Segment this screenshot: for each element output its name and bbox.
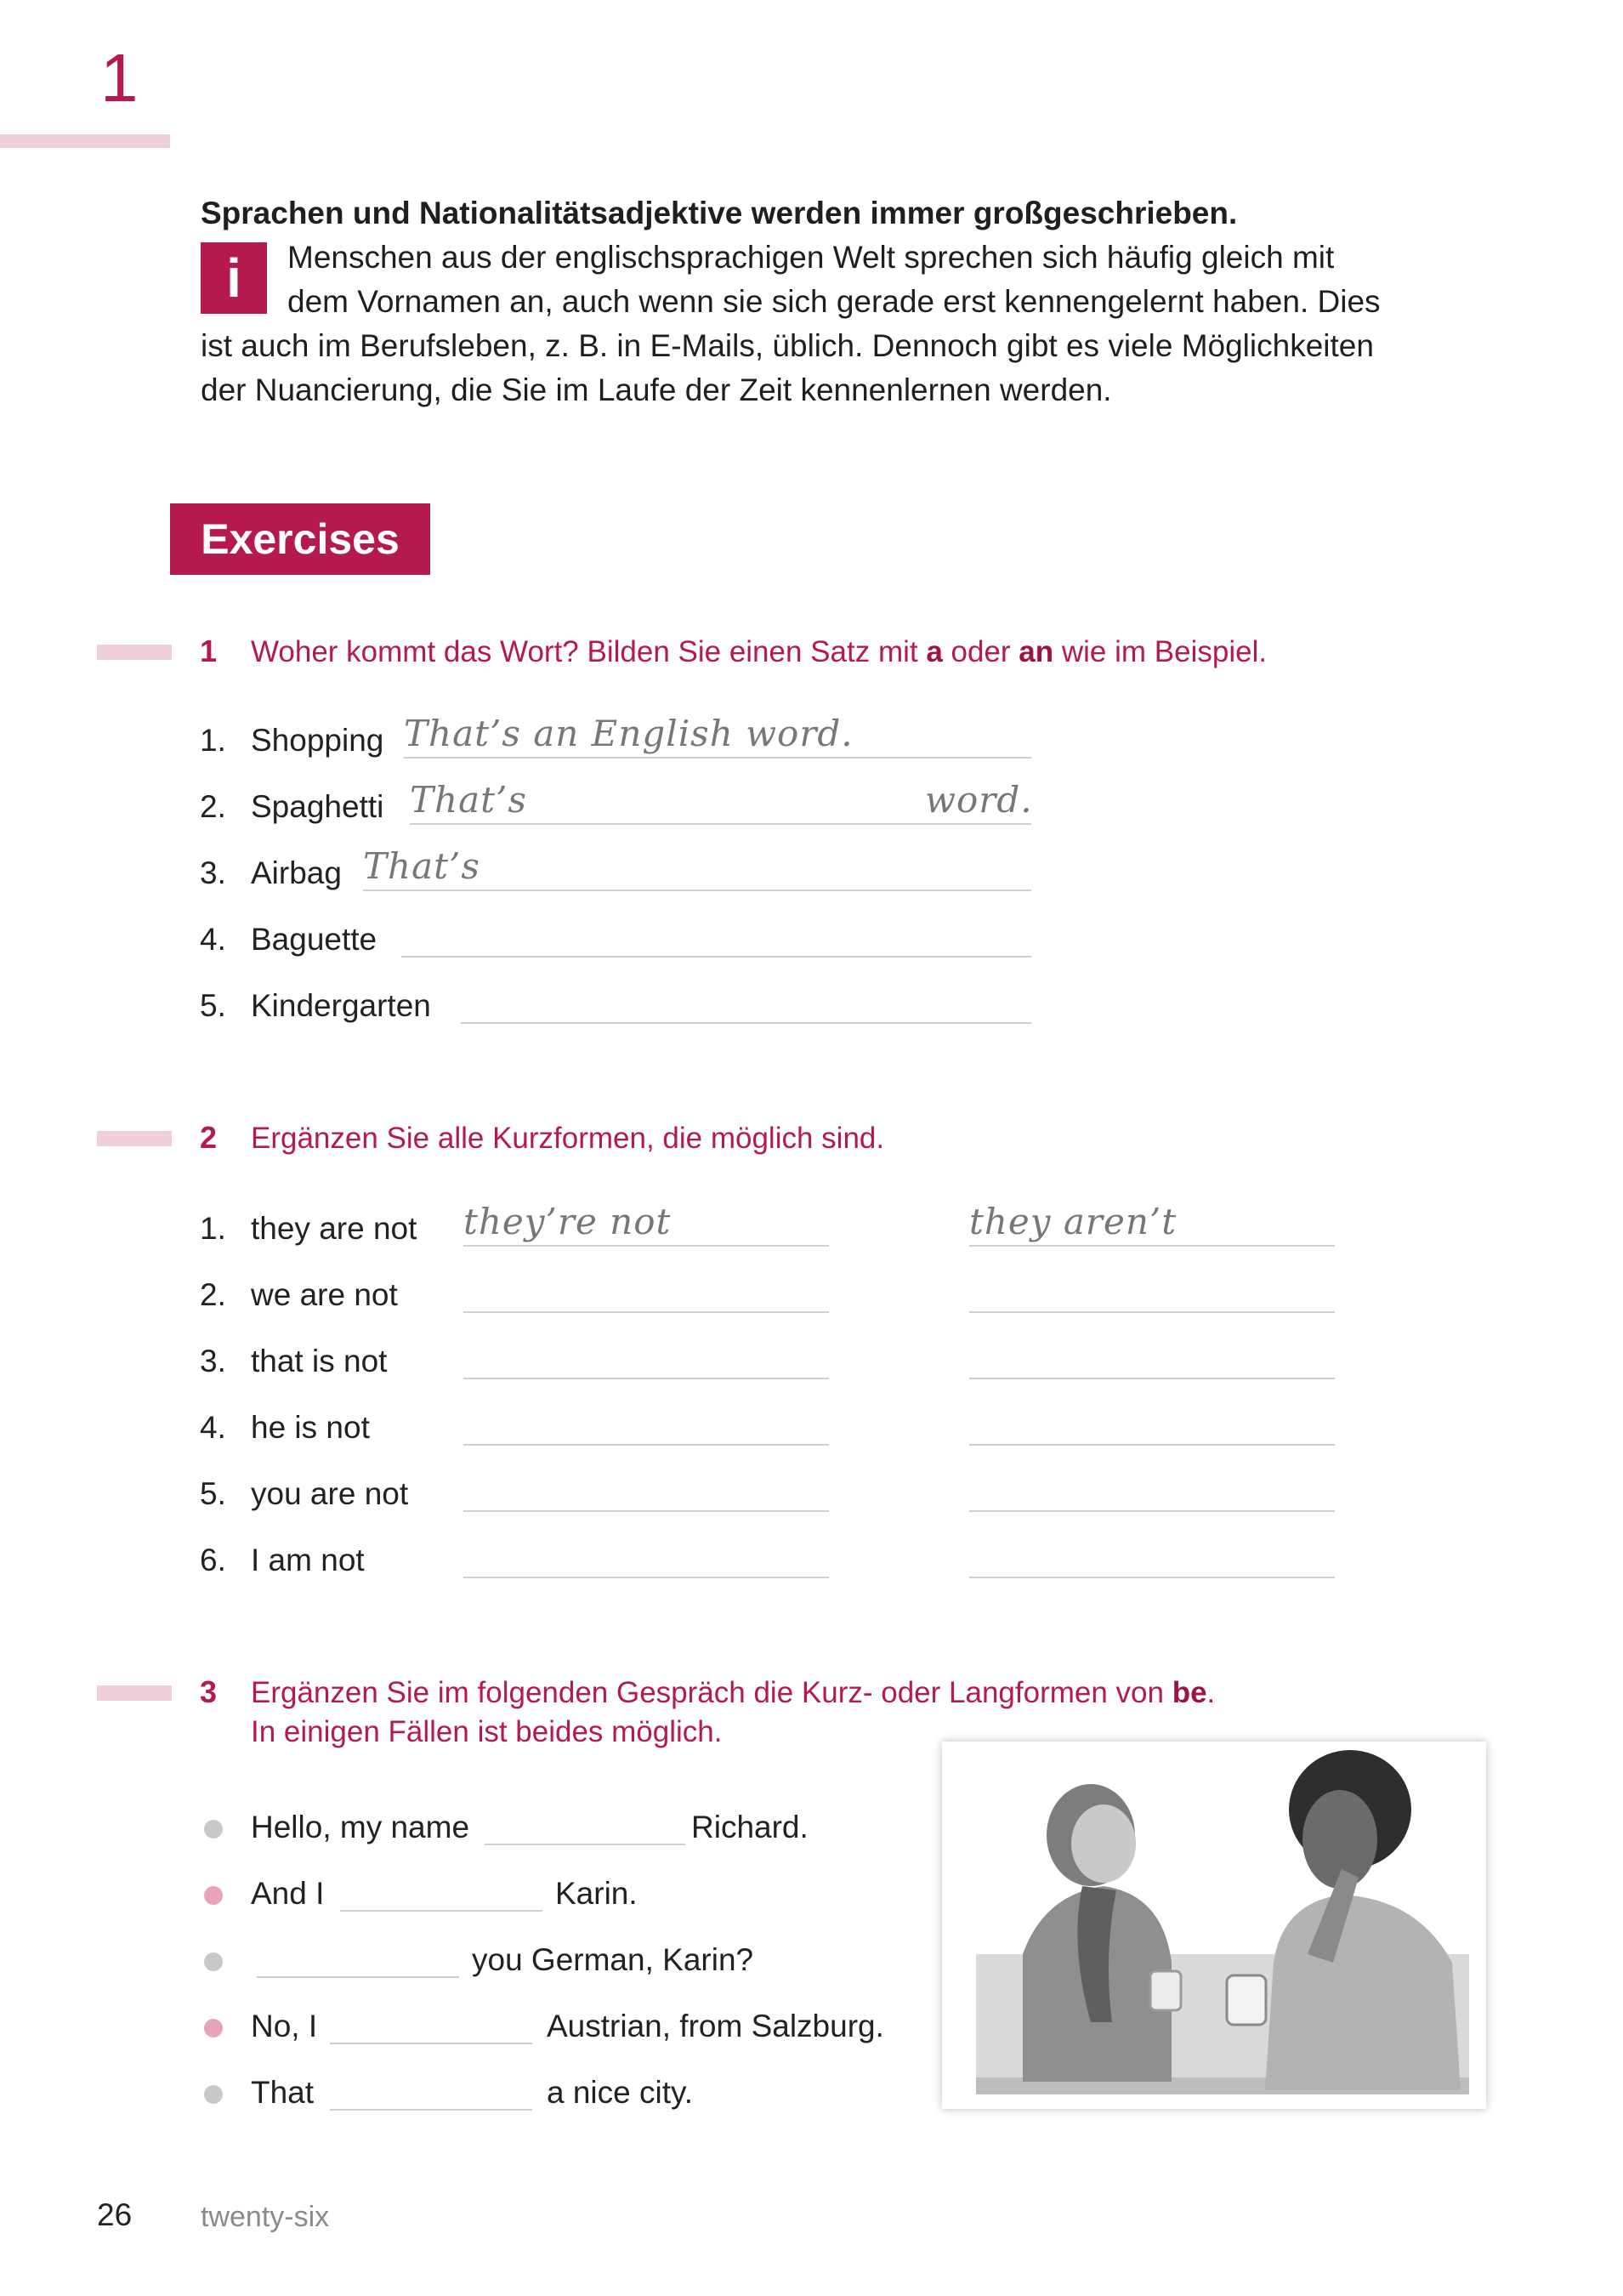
dialogue-before: And I <box>251 1876 325 1911</box>
task-2-answer-line-2[interactable] <box>969 1510 1335 1512</box>
task-3-text-a: Ergänzen Sie im folgenden Gespräch die Kurz- oder Langformen von <box>251 1676 1172 1709</box>
task-1-answer-line[interactable] <box>410 823 1031 825</box>
task-3-bar <box>97 1685 172 1701</box>
task-3-instruction <box>251 1674 1215 1752</box>
task-2-item-num: 1. <box>200 1211 226 1246</box>
dialogue-after: Richard. <box>691 1810 809 1844</box>
dialogue-gap-line[interactable] <box>340 1910 542 1912</box>
task-1-answer-line[interactable] <box>461 1022 1031 1024</box>
dialogue-gap-line[interactable] <box>257 1976 459 1978</box>
task-1-item-word: Baguette <box>251 922 377 957</box>
dialogue-gap-line[interactable] <box>330 2109 532 2111</box>
task-1-item-num: 5. <box>200 988 226 1023</box>
page-number: 26 <box>97 2197 133 2232</box>
info-line-1: Sprachen und Nationalitätsadjektive werden immer großgeschrieben. <box>201 196 1238 230</box>
task-1-answer-line[interactable] <box>401 956 1031 958</box>
task-3-bold-be: be <box>1172 1676 1207 1709</box>
task-1-answer: That’s an English word. <box>404 713 854 754</box>
task-1-answer-end: word. <box>925 779 1033 821</box>
task-2-answer-line-1[interactable] <box>463 1245 829 1247</box>
task-2-answer-line-1[interactable] <box>463 1311 829 1313</box>
task-2-bar <box>97 1131 172 1146</box>
speaker-bullet-grey <box>204 2085 223 2104</box>
task-2-item-num: 2. <box>200 1277 226 1312</box>
task-2-item-phrase: we are not <box>251 1277 398 1312</box>
task-1-item-word: Kindergarten <box>251 988 431 1023</box>
dialogue-after: you German, Karin? <box>472 1942 754 1977</box>
speaker-bullet-pink <box>204 2019 223 2037</box>
conversation-photo <box>942 1742 1486 2109</box>
task-2-answer-line-1[interactable] <box>463 1577 829 1578</box>
task-1-item-num: 2. <box>200 789 226 824</box>
task-1-bar <box>97 645 172 660</box>
task-2-item-num: 5. <box>200 1476 226 1511</box>
info-icon: i <box>201 242 267 314</box>
dialogue-after: Austrian, from Salzburg. <box>547 2009 884 2043</box>
task-2-item-num: 4. <box>200 1410 226 1445</box>
task-2-answer-line-2[interactable] <box>969 1245 1335 1247</box>
exercises-heading: Exercises <box>170 503 430 575</box>
task-2-answer-line-2[interactable] <box>969 1444 1335 1446</box>
dialogue-gap-line[interactable] <box>485 1844 685 1845</box>
task-2-item-phrase: he is not <box>251 1410 370 1445</box>
dialogue-after: a nice city. <box>547 2075 694 2110</box>
conversation-illustration <box>942 1742 1486 2109</box>
speaker-bullet-pink <box>204 1886 223 1905</box>
info-line-2: Menschen aus der englischsprachigen Welt sprechen sich häufig gleich mit <box>287 240 1335 275</box>
task-1-instruction <box>251 633 1267 672</box>
task-1-item-num: 1. <box>200 723 226 758</box>
task-2-answer-line-1[interactable] <box>463 1510 829 1512</box>
info-line-3: dem Vornamen an, auch wenn sie sich gerade erst kennengelernt haben. Dies <box>287 284 1381 319</box>
task-2-answer-2: they aren’t <box>969 1201 1178 1242</box>
task-1-item-num: 3. <box>200 855 226 890</box>
task-1-number: 1 <box>200 634 218 668</box>
task-2-answer-line-2[interactable] <box>969 1311 1335 1313</box>
task-3-number: 3 <box>200 1674 218 1709</box>
task-1-answer-line[interactable] <box>404 757 1031 759</box>
task-2-item-num: 6. <box>200 1543 226 1577</box>
task-1-answer-line[interactable] <box>363 889 1031 891</box>
task-1-text-c: wie im Beispiel. <box>1053 635 1268 668</box>
info-line-5: der Nuancierung, die Sie im Laufe der Zeit kennenlernen werden. <box>201 372 1112 407</box>
task-1-item-word: Airbag <box>251 855 342 890</box>
info-line-4: ist auch im Berufsleben, z. B. in E-Mails, üblich. Dennoch gibt es viele Möglichkeiten <box>201 328 1374 363</box>
task-2-answer-line-2[interactable] <box>969 1378 1335 1379</box>
dialogue-before: That <box>251 2075 315 2110</box>
task-1-answer: That’s <box>410 779 527 821</box>
task-2-item-phrase: I am not <box>251 1543 365 1577</box>
page-number-word: twenty-six <box>201 2201 330 2233</box>
task-2-answer-1: they’re not <box>463 1201 672 1242</box>
task-3-text-b: . <box>1206 1676 1216 1709</box>
task-2-answer-line-1[interactable] <box>463 1378 829 1379</box>
chapter-bar <box>0 134 170 148</box>
task-2-item-phrase: they are not <box>251 1211 417 1246</box>
task-2-item-phrase: you are not <box>251 1476 409 1511</box>
dialogue-gap-line[interactable] <box>330 2043 532 2044</box>
task-2-answer-line-2[interactable] <box>969 1577 1335 1578</box>
speaker-bullet-grey <box>204 1952 223 1971</box>
task-1-text-a: Woher kommt das Wort? Bilden Sie einen Satz mit <box>251 635 927 668</box>
info-box <box>201 191 1425 412</box>
task-1-item-word: Shopping <box>251 723 384 758</box>
task-1-bold-a: a <box>926 635 943 668</box>
speaker-bullet-grey <box>204 1820 223 1839</box>
task-1-item-num: 4. <box>200 922 226 957</box>
task-3-text-line-2: In einigen Fällen ist beides möglich. <box>251 1715 723 1748</box>
task-2-item-phrase: that is not <box>251 1344 388 1378</box>
task-1-bold-an: an <box>1019 635 1054 668</box>
task-2-number: 2 <box>200 1120 218 1155</box>
chapter-number: 1 <box>100 40 139 116</box>
task-2-item-num: 3. <box>200 1344 226 1378</box>
task-1-answer: That’s <box>363 845 480 887</box>
dialogue-before: No, I <box>251 2009 318 2043</box>
task-1-item-word: Spaghetti <box>251 789 384 824</box>
dialogue-before: Hello, my name <box>251 1810 470 1844</box>
dialogue-after: Karin. <box>555 1876 638 1911</box>
task-1-text-b: oder <box>942 635 1019 668</box>
task-2-instruction: Ergänzen Sie alle Kurzformen, die möglich sind. <box>251 1122 885 1155</box>
task-2-answer-line-1[interactable] <box>463 1444 829 1446</box>
